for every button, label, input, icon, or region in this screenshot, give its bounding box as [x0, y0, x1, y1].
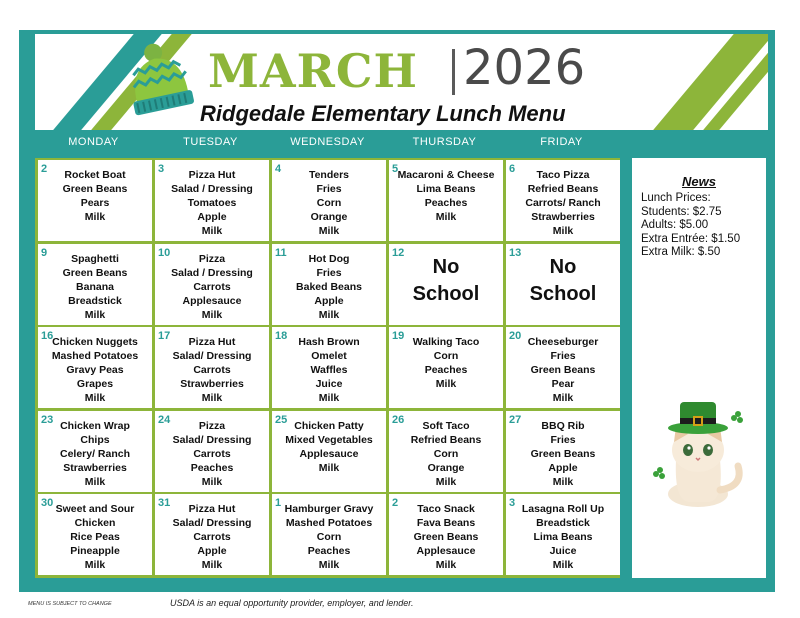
- menu-item: Strawberries: [180, 378, 244, 390]
- menu-item: Chicken Patty: [294, 420, 364, 432]
- day-number: 20: [509, 330, 522, 342]
- menu-items: [506, 335, 620, 405]
- no-school-label: [506, 254, 620, 308]
- menu-item: Green Beans: [530, 448, 596, 460]
- day-cell: [389, 244, 503, 325]
- menu-item: Corn: [433, 350, 459, 362]
- menu-items: [155, 502, 269, 572]
- menu-items: [38, 168, 152, 224]
- day-number: 13: [509, 247, 522, 259]
- menu-item: Peaches: [307, 545, 351, 557]
- menu-item: Milk: [318, 559, 340, 571]
- menu-item: Milk: [84, 559, 106, 571]
- news-line: Students: $2.75: [641, 205, 722, 218]
- menu-item: Fries: [316, 267, 342, 279]
- menu-item: Green Beans: [62, 183, 128, 195]
- menu-item: Carrots: [193, 448, 231, 460]
- menu-item: Apple: [548, 462, 578, 474]
- menu-item: Peaches: [424, 197, 468, 209]
- menu-item: Strawberries: [531, 211, 595, 223]
- menu-items: [506, 419, 620, 489]
- menu-item: Peaches: [424, 364, 468, 376]
- menu-item: Walking Taco: [412, 336, 480, 348]
- day-cell: [506, 494, 620, 575]
- menu-item: Applesauce: [416, 545, 476, 557]
- menu-item: Breadstick: [68, 295, 122, 307]
- menu-item: Milk: [84, 392, 106, 404]
- day-number: 25: [275, 414, 288, 426]
- menu-item: Pizza Hut: [188, 169, 236, 181]
- day-header-tuesday: TUESDAY: [183, 136, 238, 148]
- no-school-line: No: [432, 256, 460, 278]
- day-cell: [155, 494, 269, 575]
- day-number: 17: [158, 330, 171, 342]
- menu-item: Lima Beans: [533, 531, 593, 543]
- day-number: 4: [275, 163, 282, 175]
- menu-item: Milk: [435, 211, 457, 223]
- menu-items: [155, 168, 269, 238]
- menu-item: Milk: [318, 462, 340, 474]
- menu-item: Chicken Nuggets: [52, 336, 138, 348]
- menu-item: Strawberries: [63, 462, 127, 474]
- news-line: Lunch Prices:: [641, 192, 711, 204]
- menu-item: Rice Peas: [70, 531, 120, 543]
- month-title: MARCH: [208, 44, 418, 98]
- title-divider: [452, 49, 455, 95]
- menu-item: Hamburger Gravy: [284, 503, 374, 515]
- no-school-label: [389, 254, 503, 308]
- day-header-friday: FRIDAY: [540, 136, 583, 148]
- menu-subtitle: Ridgedale Elementary Lunch Menu: [200, 101, 566, 126]
- no-school-line: School: [412, 283, 480, 305]
- menu-item: Pears: [80, 197, 110, 209]
- day-cell: [389, 327, 503, 408]
- menu-items: [155, 335, 269, 405]
- menu-items: [272, 419, 386, 475]
- menu-item: Salad/ Dressing: [172, 350, 252, 362]
- menu-item: Tomatoes: [187, 197, 237, 209]
- menu-item: Milk: [84, 211, 106, 223]
- day-header-thursday: THURSDAY: [412, 136, 477, 148]
- day-number: 2: [392, 497, 399, 509]
- menu-item: Corn: [433, 448, 459, 460]
- day-number: 9: [41, 247, 48, 259]
- menu-item: Pear: [551, 378, 575, 390]
- menu-item: Carrots: [193, 531, 231, 543]
- menu-item: Hot Dog: [308, 253, 350, 265]
- menu-items: [506, 168, 620, 238]
- news-title: News: [682, 174, 716, 189]
- day-cell: [38, 244, 152, 325]
- day-cell: [272, 411, 386, 492]
- menu-item: Carrots/ Ranch: [525, 197, 601, 209]
- day-cell: [155, 160, 269, 241]
- menu-item: Lasagna Roll Up: [521, 503, 605, 515]
- menu-item: Salad / Dressing: [171, 267, 253, 279]
- menu-items: [272, 335, 386, 405]
- year-title: 2026: [463, 40, 586, 96]
- menu-item: Mashed Potatoes: [285, 517, 373, 529]
- menu-item: Macaroni & Cheese: [397, 169, 495, 181]
- day-number: 30: [41, 497, 54, 509]
- day-cell: [38, 160, 152, 241]
- menu-item: Salad/ Dressing: [172, 434, 252, 446]
- day-cell: [272, 244, 386, 325]
- day-cell: [155, 411, 269, 492]
- menu-item: Corn: [316, 197, 342, 209]
- menu-item: BBQ Rib: [541, 420, 585, 432]
- usda-statement: USDA is an equal opportunity provider, employer, and lender.: [170, 598, 414, 608]
- day-cell: [155, 244, 269, 325]
- menu-item: Breadstick: [536, 517, 590, 529]
- menu-item: Applesauce: [182, 295, 242, 307]
- menu-items: [506, 502, 620, 572]
- menu-item: Chicken Wrap: [60, 420, 130, 432]
- day-cell: [506, 411, 620, 492]
- menu-item: Milk: [201, 392, 223, 404]
- day-cell: [389, 411, 503, 492]
- menu-item: Apple: [197, 211, 227, 223]
- menu-item: Milk: [201, 476, 223, 488]
- menu-item: Pizza Hut: [188, 503, 236, 515]
- day-number: 3: [509, 497, 516, 509]
- menu-item: Banana: [76, 281, 114, 293]
- menu-item: Milk: [318, 225, 340, 237]
- menu-item: Milk: [552, 559, 574, 571]
- menu-item: Salad/ Dressing: [172, 517, 252, 529]
- menu-item: Waffles: [310, 364, 348, 376]
- menu-items: [272, 502, 386, 572]
- day-number: 1: [275, 497, 282, 509]
- menu-item: Orange: [427, 462, 465, 474]
- menu-item: Lima Beans: [416, 183, 476, 195]
- menu-item: Omelet: [311, 350, 347, 362]
- day-number: 12: [392, 247, 405, 259]
- menu-items: [155, 252, 269, 322]
- news-body: [641, 192, 740, 260]
- day-number: 5: [392, 163, 399, 175]
- menu-item: Fries: [550, 350, 576, 362]
- menu-item: Pineapple: [70, 545, 120, 557]
- menu-item: Tenders: [308, 169, 350, 181]
- menu-items: [155, 419, 269, 489]
- menu-item: Celery/ Ranch: [59, 448, 131, 460]
- menu-item: Green Beans: [413, 531, 479, 543]
- day-number: 27: [509, 414, 522, 426]
- menu-item: Juice: [549, 545, 577, 557]
- day-number: 26: [392, 414, 405, 426]
- day-cell: [506, 160, 620, 241]
- day-number: 16: [41, 330, 54, 342]
- menu-calendar-grid: [35, 158, 620, 578]
- day-cell: [272, 494, 386, 575]
- menu-item: Applesauce: [299, 448, 359, 460]
- day-cell: [506, 327, 620, 408]
- menu-item: Baked Beans: [296, 281, 362, 293]
- menu-item: Milk: [552, 225, 574, 237]
- menu-item: Milk: [84, 476, 106, 488]
- menu-item: Taco Pizza: [536, 169, 590, 181]
- menu-item: Green Beans: [530, 364, 596, 376]
- menu-items: [389, 502, 503, 572]
- menu-item: Soft Taco: [422, 420, 470, 432]
- menu-items: [38, 335, 152, 405]
- menu-item: Apple: [197, 545, 227, 557]
- knit-hat-icon: [120, 40, 200, 120]
- leprechaun-kitten-illustration: [646, 390, 756, 510]
- news-panel: [632, 158, 766, 578]
- menu-item: Pizza: [198, 420, 226, 432]
- menu-item: Juice: [315, 378, 343, 390]
- menu-item: Gravy Peas: [66, 364, 124, 376]
- day-cell: [38, 494, 152, 575]
- menu-item: Apple: [314, 295, 344, 307]
- menu-item: Fries: [316, 183, 342, 195]
- menu-item: Green Beans: [62, 267, 128, 279]
- menu-item: Peaches: [190, 462, 234, 474]
- menu-item: Orange: [310, 211, 348, 223]
- menu-item: Carrots: [193, 281, 231, 293]
- menu-item: Grapes: [76, 378, 114, 390]
- day-header-monday: MONDAY: [68, 136, 119, 148]
- menu-items: [38, 252, 152, 322]
- menu-items: [272, 252, 386, 322]
- menu-items: [38, 419, 152, 489]
- day-number: 18: [275, 330, 288, 342]
- menu-item: Sweet and Sour: [55, 503, 135, 515]
- day-number: 10: [158, 247, 171, 259]
- menu-item: Milk: [435, 559, 457, 571]
- menu-items: [389, 419, 503, 489]
- menu-item: Mashed Potatoes: [51, 350, 139, 362]
- menu-item: Chips: [80, 434, 110, 446]
- subject-to-change-note: MENU IS SUBJECT TO CHANGE: [28, 601, 112, 607]
- day-cell: [155, 327, 269, 408]
- day-number: 6: [509, 163, 516, 175]
- menu-item: Salad / Dressing: [171, 183, 253, 195]
- day-header-wednesday: WEDNESDAY: [290, 136, 365, 148]
- day-cell: [272, 327, 386, 408]
- menu-item: Fries: [550, 434, 576, 446]
- news-line: Extra Entrée: $1.50: [641, 232, 741, 245]
- menu-item: Cheeseburger: [527, 336, 599, 348]
- day-cell: [38, 327, 152, 408]
- menu-item: Milk: [84, 309, 106, 321]
- day-cell: [506, 244, 620, 325]
- day-cell: [389, 160, 503, 241]
- news-line: Adults: $5.00: [641, 219, 709, 232]
- menu-item: Milk: [318, 309, 340, 321]
- menu-item: Milk: [201, 225, 223, 237]
- menu-item: Milk: [201, 309, 223, 321]
- news-line: Extra Milk: $.50: [641, 246, 721, 259]
- menu-items: [272, 168, 386, 238]
- day-cell: [38, 411, 152, 492]
- day-number: 24: [158, 414, 171, 426]
- menu-item: Corn: [316, 531, 342, 543]
- menu-item: Rocket Boat: [64, 169, 126, 181]
- menu-item: Mixed Vegetables: [285, 434, 373, 446]
- day-cell: [389, 494, 503, 575]
- menu-items: [389, 168, 503, 224]
- menu-item: Milk: [318, 392, 340, 404]
- day-number: 23: [41, 414, 54, 426]
- menu-item: Pizza Hut: [188, 336, 236, 348]
- day-number: 3: [158, 163, 165, 175]
- menu-items: [38, 502, 152, 572]
- menu-item: Refried Beans: [410, 434, 482, 446]
- menu-item: Milk: [435, 378, 457, 390]
- menu-item: Spaghetti: [71, 253, 119, 265]
- menu-item: Hash Brown: [298, 336, 360, 348]
- menu-item: Milk: [201, 559, 223, 571]
- day-number: 11: [275, 247, 287, 259]
- menu-item: Carrots: [193, 364, 231, 376]
- menu-item: Fava Beans: [416, 517, 476, 529]
- menu-items: [389, 335, 503, 391]
- day-number: 31: [158, 497, 171, 509]
- menu-item: Refried Beans: [527, 183, 599, 195]
- day-cell: [272, 160, 386, 241]
- menu-item: Taco Snack: [417, 503, 475, 515]
- no-school-line: School: [529, 283, 597, 305]
- day-number: 19: [392, 330, 405, 342]
- day-number: 2: [41, 163, 48, 175]
- menu-item: Milk: [552, 476, 574, 488]
- menu-item: Milk: [435, 476, 457, 488]
- menu-item: Pizza: [198, 253, 226, 265]
- no-school-line: No: [549, 256, 577, 278]
- menu-item: Milk: [552, 392, 574, 404]
- menu-item: Chicken: [74, 517, 116, 529]
